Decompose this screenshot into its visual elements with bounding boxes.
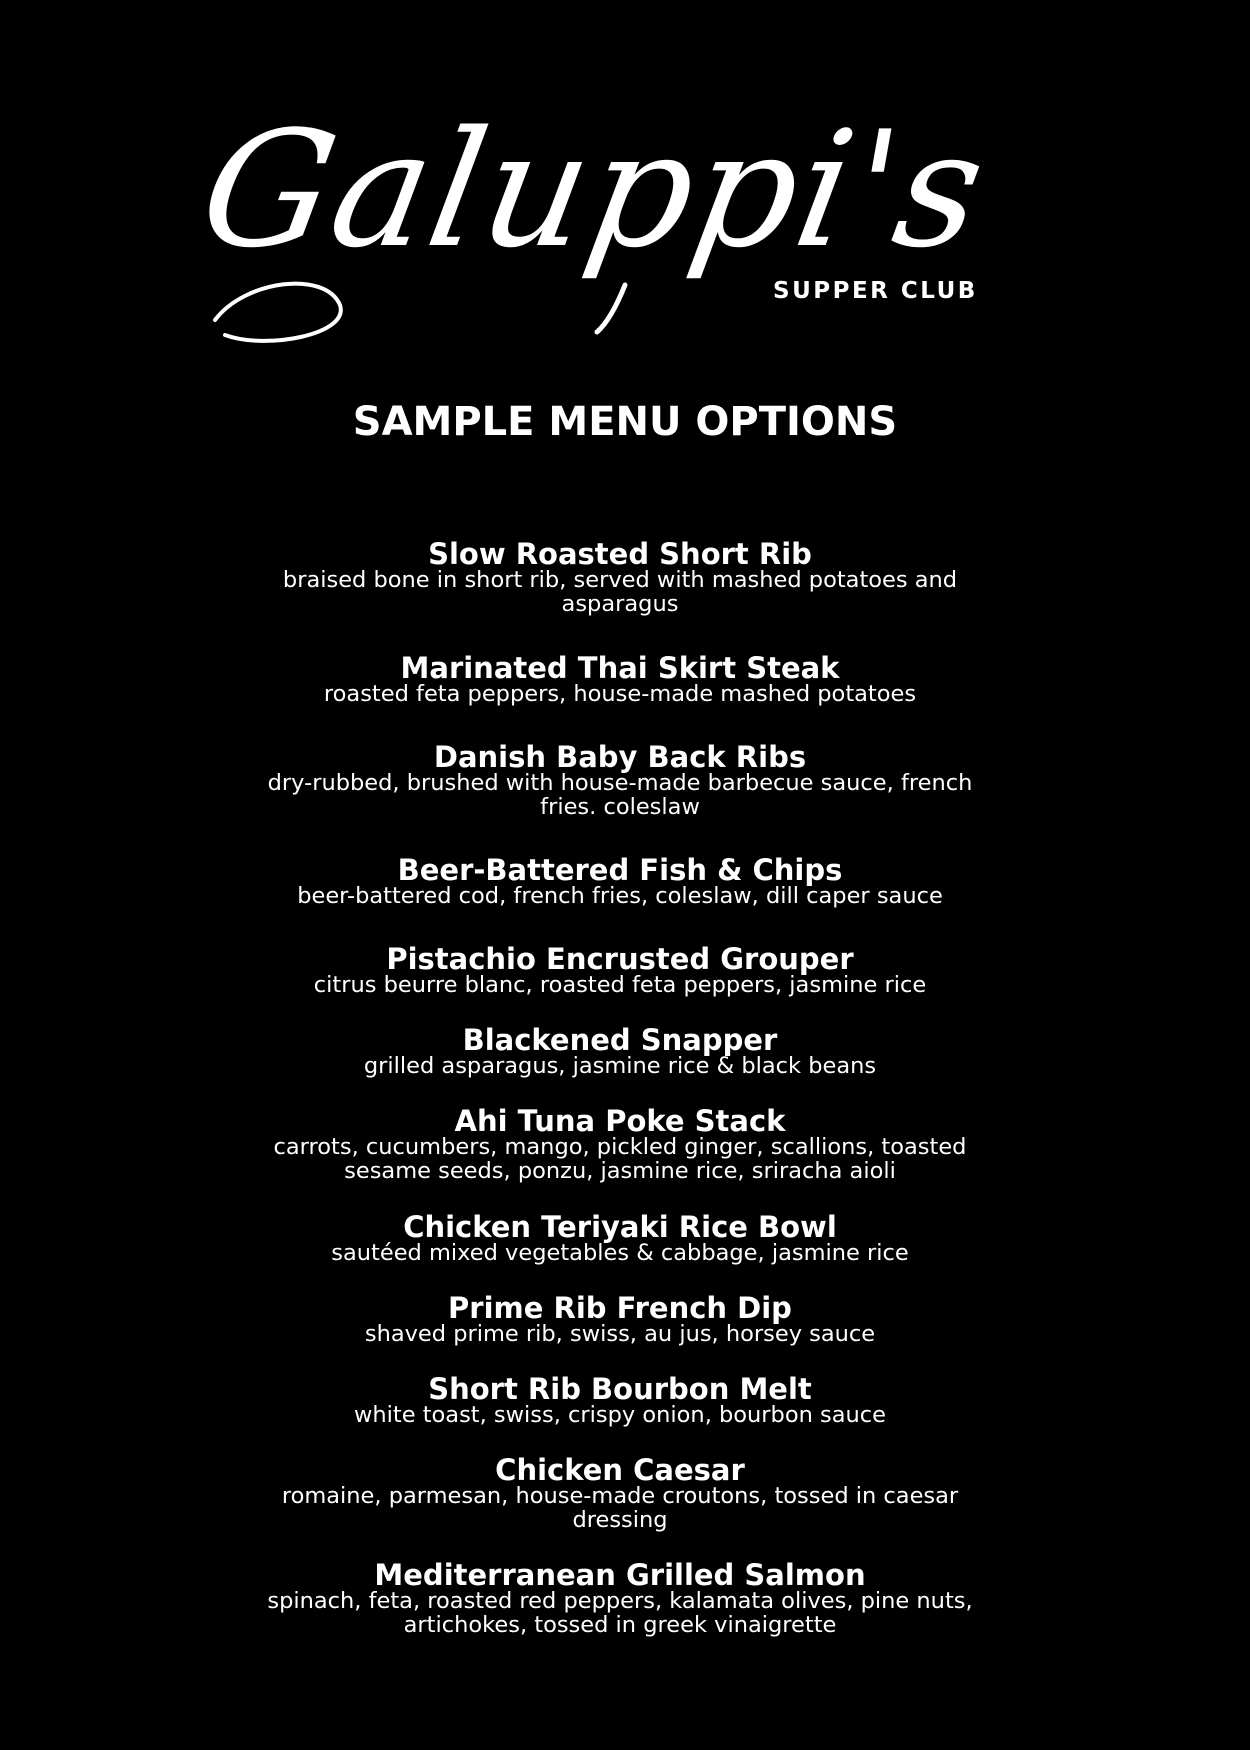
- dish-description: citrus beurre blanc, roasted feta peppers, jasmine rice: [313, 972, 927, 998]
- dish-name: Prime Rib French Dip: [448, 1291, 792, 1325]
- menu-item: [240, 652, 1000, 706]
- logo-script-name: Galuppi's: [188, 96, 1000, 283]
- restaurant-logo: [188, 96, 1000, 350]
- dish-name: Short Rib Bourbon Melt: [428, 1372, 812, 1406]
- dish-description: beer-battered cod, french fries, coleslaw, dill caper sauce: [297, 883, 943, 909]
- dish-name: Ahi Tuna Poke Stack: [454, 1104, 786, 1138]
- menu-item: [240, 943, 1000, 997]
- dish-description: spinach, feta, roasted red peppers, kalamata olives, pine nuts, artichokes, tossed in greek vinaigrette: [267, 1588, 973, 1638]
- menu-item: [240, 854, 1000, 908]
- dish-name: Chicken Caesar: [495, 1453, 745, 1487]
- dish-description: grilled asparagus, jasmine rice & black beans: [363, 1053, 877, 1079]
- menu-item: [240, 1373, 1000, 1427]
- menu-item: [240, 741, 1000, 819]
- menu-item: [240, 1292, 1000, 1346]
- menu-item: [240, 1024, 1000, 1078]
- menu-item: [240, 1105, 1000, 1183]
- dish-description: braised bone in short rib, served with mashed potatoes and asparagus: [282, 567, 958, 617]
- dish-description: shaved prime rib, swiss, au jus, horsey sauce: [364, 1321, 876, 1347]
- dish-description: white toast, swiss, crispy onion, bourbon sauce: [353, 1402, 887, 1428]
- dish-name: Blackened Snapper: [462, 1023, 778, 1057]
- dish-name: Mediterranean Grilled Salmon: [374, 1558, 866, 1592]
- dish-description: roasted feta peppers, house-made mashed potatoes: [323, 681, 917, 707]
- dish-name: Beer-Battered Fish & Chips: [397, 853, 843, 887]
- dish-description: romaine, parmesan, house-made croutons, tossed in caesar dressing: [281, 1483, 959, 1533]
- dish-description: dry-rubbed, brushed with house-made barbecue sauce, french fries. coleslaw: [267, 770, 973, 820]
- dish-name: Chicken Teriyaki Rice Bowl: [403, 1210, 837, 1244]
- menu-title: SAMPLE MENU OPTIONS: [352, 399, 898, 445]
- dish-description: sautéed mixed vegetables & cabbage, jasmine rice: [331, 1240, 909, 1266]
- dish-name: Marinated Thai Skirt Steak: [400, 651, 840, 685]
- menu-item: [240, 1559, 1000, 1637]
- menu-item: [240, 1454, 1000, 1532]
- dish-description: carrots, cucumbers, mango, pickled ginger, scallions, toasted sesame seeds, ponzu, jasmine rice, sriracha aioli: [273, 1134, 967, 1184]
- dish-name: Pistachio Encrusted Grouper: [386, 942, 854, 976]
- dish-name: Danish Baby Back Ribs: [433, 740, 807, 774]
- logo-subtitle: SUPPER CLUB: [773, 278, 978, 304]
- dish-name: Slow Roasted Short Rib: [428, 537, 812, 571]
- menu-item: [240, 538, 1000, 616]
- menu-item: [240, 1211, 1000, 1265]
